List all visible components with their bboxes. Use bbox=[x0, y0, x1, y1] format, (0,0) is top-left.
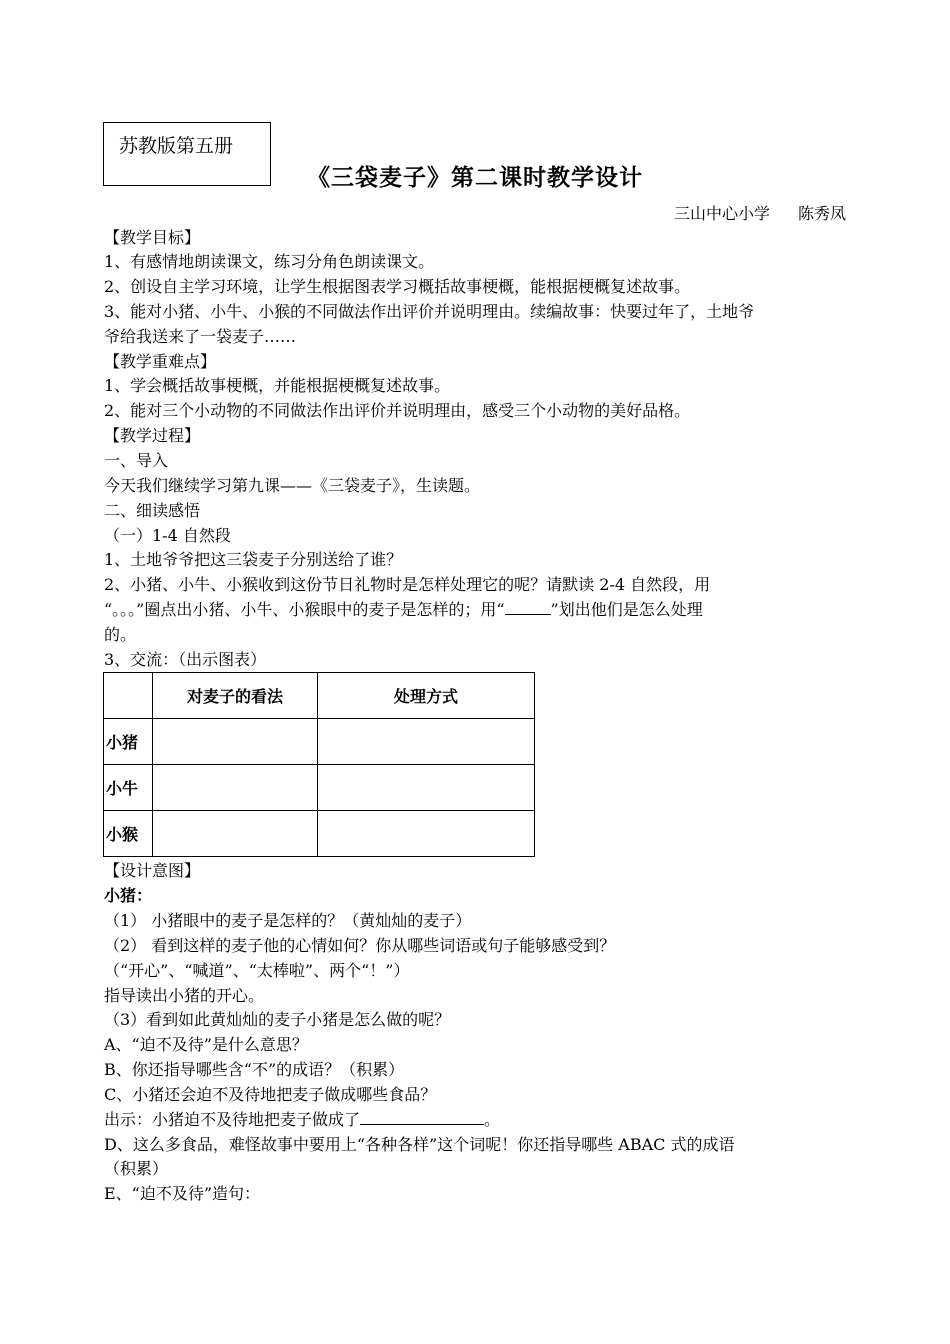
step-reading-heading: 二、细读感悟 bbox=[104, 501, 201, 520]
comparison-table bbox=[103, 672, 535, 857]
table-header-handling: 处理方式 bbox=[318, 673, 535, 719]
key-point-1: 1、学会概括故事梗概，并能根据梗概复述故事。 bbox=[104, 376, 451, 395]
pig-reading-guide: 指导读出小猪的开心。 bbox=[104, 986, 265, 1005]
school-name: 三山中心小学 bbox=[673, 204, 770, 223]
pig-question-2: （2） 看到这样的麦子他的心情如何？你从哪些词语或句子能够感受到？ bbox=[104, 936, 616, 955]
author-name: 陈秀凤 bbox=[797, 204, 846, 223]
table-row bbox=[104, 811, 535, 857]
pig-heading: 小猪： bbox=[104, 886, 153, 905]
goal-item-2: 2、创设自主学习环境，让学生根据图表学习概括故事梗概，能根据梗概复述故事。 bbox=[104, 277, 691, 296]
table-cell bbox=[318, 765, 535, 811]
pig-question-3: （3）看到如此黄灿灿的麦子小猪是怎么做的呢？ bbox=[104, 1010, 451, 1029]
item-a: A、“迫不及待”是什么意思？ bbox=[104, 1035, 308, 1054]
table-row bbox=[104, 765, 535, 811]
item-d-cont: （积累） bbox=[104, 1159, 169, 1178]
table-row bbox=[104, 719, 535, 765]
goal-item-3-cont: 爷给我送来了一袋麦子…… bbox=[104, 327, 297, 346]
item-e: E、“迫不及待”造句： bbox=[104, 1184, 261, 1203]
table-cell bbox=[318, 811, 535, 857]
table-header-empty bbox=[104, 673, 153, 719]
edition-label: 苏教版第五册 bbox=[119, 135, 234, 157]
pig-question-1: （1） 小猪眼中的麦子是怎样的？（黄灿灿的麦子） bbox=[104, 911, 472, 930]
question-2-end: 的。 bbox=[104, 625, 137, 644]
item-c-display-end: 。 bbox=[484, 1110, 501, 1129]
step-intro-text: 今天我们继续学习第九课——《三袋麦子》，生读题。 bbox=[104, 476, 481, 495]
goal-item-1: 1、有感情地朗读课文，练习分角色朗读课文。 bbox=[104, 252, 435, 271]
document-title: 《三袋麦子》第二课时教学设计 bbox=[307, 165, 643, 191]
question-2: 2、小猪、小牛、小猴收到这份节日礼物时是怎样处理它的呢？请默读 2-4 自然段，用 bbox=[104, 575, 711, 594]
subsection-paragraphs: （一）1-4 自然段 bbox=[104, 526, 231, 545]
question-2-cont-a: “。。。”圈点出小猪、小牛、小猴眼中的麦子是怎样的；用“ bbox=[104, 600, 505, 619]
table-cell bbox=[318, 719, 535, 765]
goal-item-3: 3、能对小猪、小牛、小猴的不同做法作出评价并说明理由。续编故事：快要过年了，土地爷 bbox=[104, 302, 755, 321]
table-cell bbox=[153, 765, 318, 811]
table-header-view: 对麦子的看法 bbox=[153, 673, 318, 719]
item-c: C、小猪还会迫不及待地把麦子做成哪些食品？ bbox=[104, 1085, 437, 1104]
question-1: 1、土地爷爷把这三袋麦子分别送给了谁？ bbox=[104, 550, 403, 569]
key-point-2: 2、能对三个小动物的不同做法作出评价并说明理由，感受三个小动物的美好品格。 bbox=[104, 401, 691, 420]
author-line bbox=[674, 201, 846, 224]
pig-answer-2: （“开心”、“喊道”、“太棒啦”、两个“！”） bbox=[104, 961, 410, 980]
section-heading-key-points: 【教学重难点】 bbox=[104, 352, 217, 371]
table-cell bbox=[153, 719, 318, 765]
section-heading-process: 【教学过程】 bbox=[104, 426, 201, 445]
step-intro-heading: 一、导入 bbox=[104, 451, 169, 470]
section-heading-intent: 【设计意图】 bbox=[104, 861, 201, 880]
question-2-cont-b: ”划出他们是怎么处理 bbox=[550, 600, 703, 619]
underline-blank bbox=[505, 598, 551, 615]
fill-blank bbox=[360, 1108, 484, 1125]
question-3: 3、交流：（出示图表） bbox=[104, 650, 267, 669]
item-d: D、这么多食品，难怪故事中要用上“各种各样”这个词呢！你还指导哪些 ABAC 式的成语 bbox=[104, 1135, 735, 1154]
table-header-row bbox=[104, 673, 535, 719]
row-label-monkey: 小猴 bbox=[104, 811, 153, 857]
row-label-ox: 小牛 bbox=[104, 765, 153, 811]
table-cell bbox=[153, 811, 318, 857]
question-2-cont bbox=[104, 598, 846, 622]
item-c-display-text: 出示：小猪迫不及待地把麦子做成了 bbox=[104, 1110, 361, 1129]
item-c-display bbox=[104, 1108, 846, 1132]
section-heading-goals: 【教学目标】 bbox=[104, 228, 201, 247]
item-b: B、你还指导哪些含“不”的成语？（积累） bbox=[104, 1060, 405, 1079]
row-label-pig: 小猪 bbox=[104, 719, 153, 765]
